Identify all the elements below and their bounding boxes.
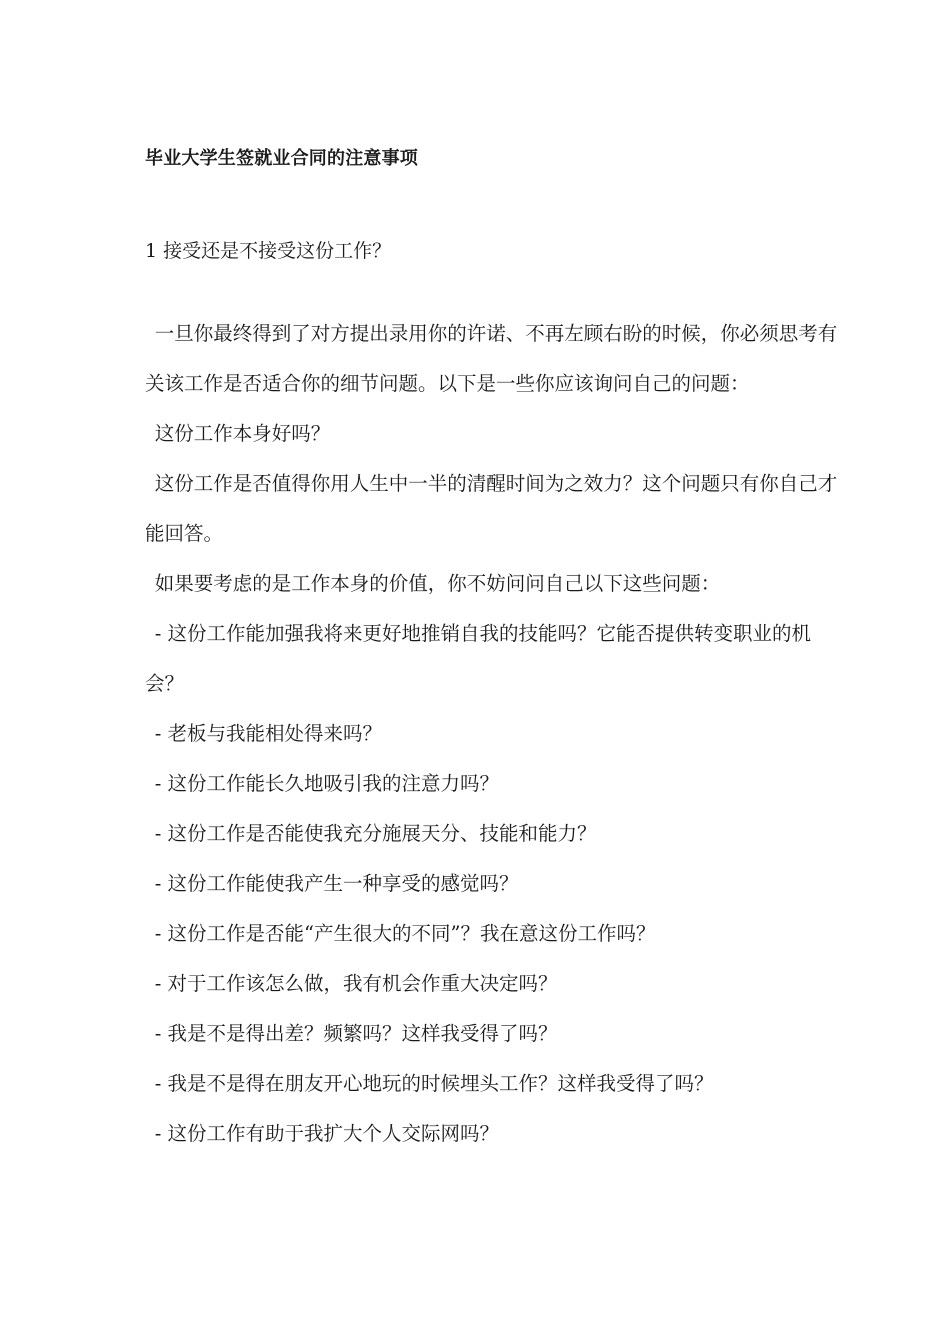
paragraph-question-job-good: 这份工作本身好吗？ (154, 422, 331, 445)
list-item: - 对于工作该怎么做，我有机会作重大决定吗？ (154, 972, 558, 995)
list-item: - 这份工作能使我产生一种享受的感觉吗？ (154, 872, 519, 895)
list-item: - 这份工作是否能“产生很大的不同”？我在意这份工作吗？ (154, 922, 656, 945)
paragraph-worth-time: 这份工作是否值得你用人生中一半的清醒时间为之效力？这个问题只有你自己才能回答。 (145, 472, 838, 545)
list-item: - 我是不是得出差？频繁吗？这样我受得了吗？ (154, 1022, 558, 1045)
list-item: - 这份工作有助于我扩大个人交际网吗？ (154, 1122, 500, 1145)
list-item: - 我是不是得在朋友开心地玩的时候埋头工作？这样我受得了吗？ (154, 1072, 714, 1095)
list-item: - 这份工作是否能使我充分施展天分、技能和能力？ (154, 822, 597, 845)
section-heading: 1 接受还是不接受这份工作？ (145, 240, 392, 262)
paragraph-consider-value: 如果要考虑的是工作本身的价值，你不妨问问自己以下这些问题： (154, 572, 721, 595)
list-item: - 老板与我能相处得来吗？ (154, 722, 383, 745)
document-title: 毕业大学生签就业合同的注意事项 (145, 148, 418, 169)
paragraph-intro: 一旦你最终得到了对方提出录用你的许诺、不再左顾右盼的时候，你必须思考有关该工作是否适合你的细节问题。以下是一些你应该询问自己的问题： (145, 322, 838, 395)
document-body (145, 309, 845, 1159)
list-item: - 这份工作能加强我将来更好地推销自我的技能吗？它能否提供转变职业的机会？ (145, 622, 812, 695)
list-item: - 这份工作能长久地吸引我的注意力吗？ (154, 772, 500, 795)
